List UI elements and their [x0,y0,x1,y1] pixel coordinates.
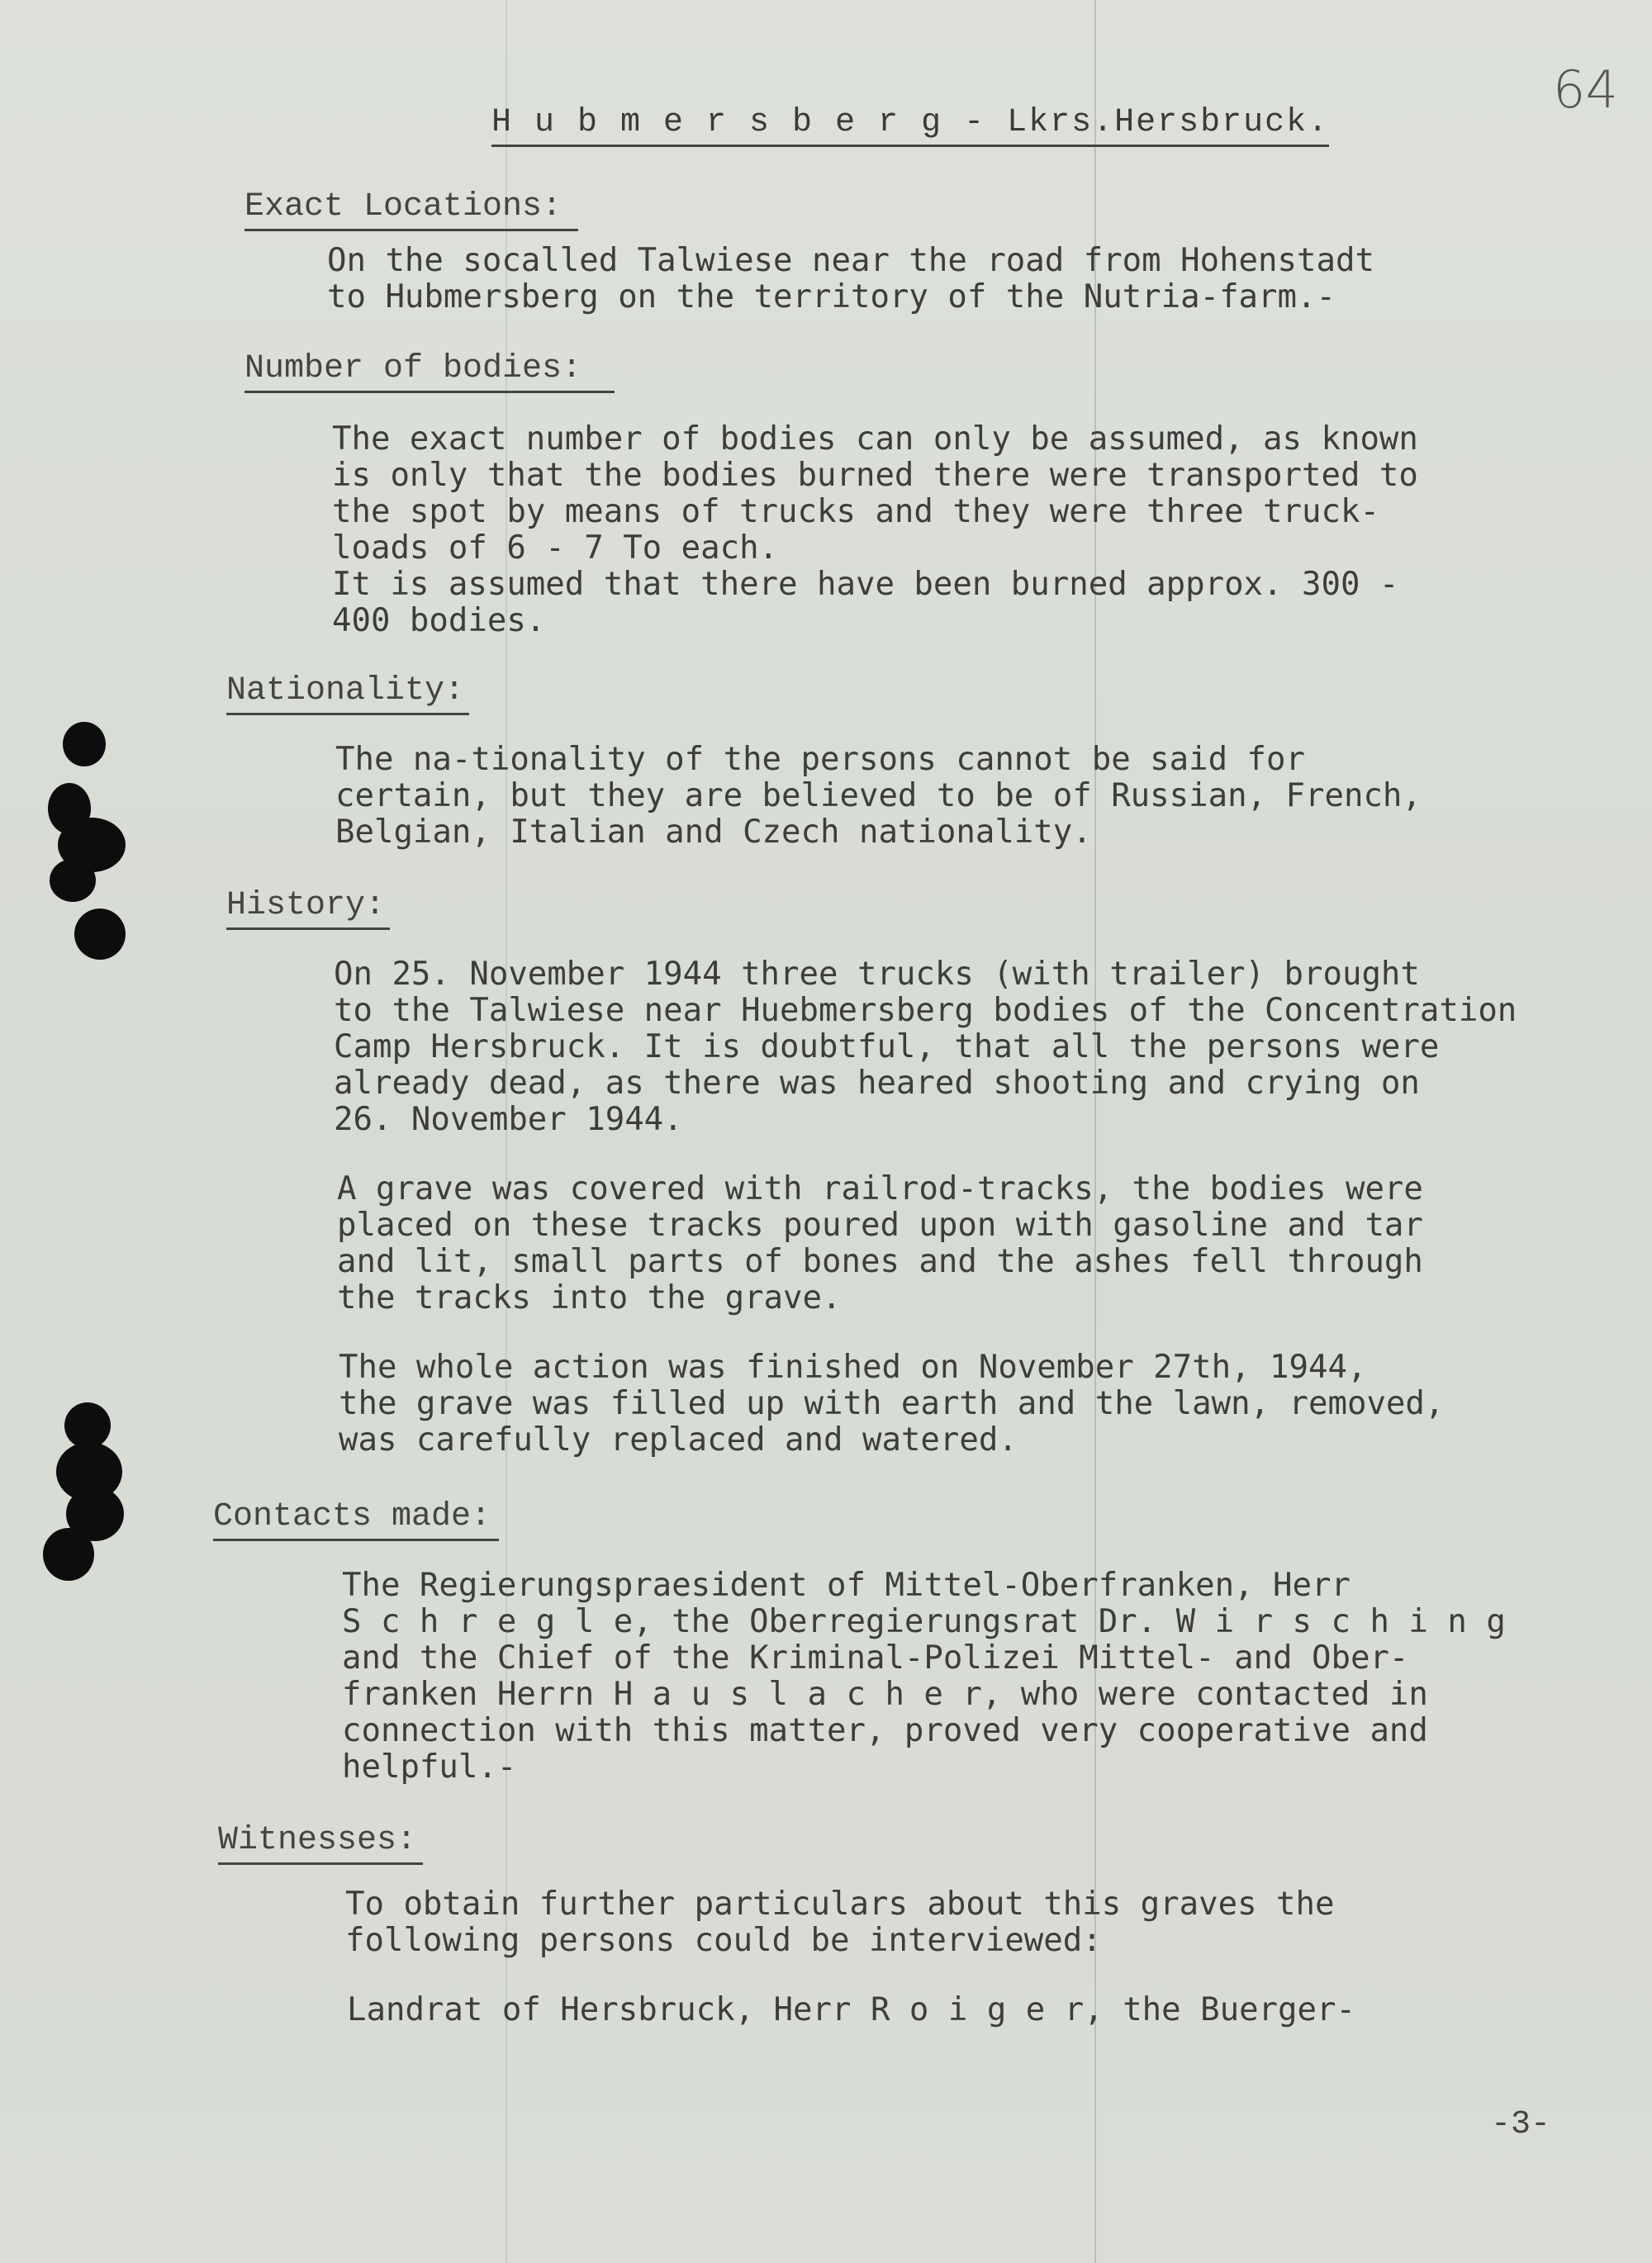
punch-hole [63,722,106,766]
nationality-paragraph: The na-tionality of the persons cannot be said for certain, but they are believed to be of Russian, French, Belgian, Italian and Czech nationality. [335,741,1422,851]
section-heading-nationality: Nationality: [226,672,469,715]
punch-hole [50,859,96,902]
document-title: H u b m e r s b e r g - Lkrs.Hersbruck. [491,104,1329,147]
history-paragraph-3: The whole action was finished on November 27th, 1944, the grave was filled up with earth and the lawn, removed, was carefully replaced and watered. [339,1349,1445,1459]
handwritten-page-number: 64 [1553,59,1618,120]
bodies-paragraph: The exact number of bodies can only be assumed, as known is only that the bodies burned there were transported to the spot by means of trucks and they were three truck- loads of 6 - 7 To each. It is assumed that there have been burned approx. 300 - 400 bodies. [332,420,1418,639]
section-heading-contacts: Contacts made: [213,1498,499,1541]
punch-hole [74,909,126,960]
locations-paragraph: On the socalled Talwiese near the road from Hohenstadt to Hubmersberg on the territory of the Nutria-farm.- [327,242,1374,315]
section-heading-witnesses: Witnesses: [218,1822,423,1865]
history-paragraph-2: A grave was covered with railrod-tracks, the bodies were placed on these tracks poured upon with gasoline and tar and lit, small parts of bones and the ashes fell through the tracks into the grave. [337,1170,1423,1317]
history-paragraph-1: On 25. November 1944 three trucks (with trailer) brought to the Talwiese near Huebmersberg bodies of the Concentration Camp Hersbruck. It is doubtful, that all the persons were already dead, as there was heared shooting and crying on 26. November 1944. [334,956,1517,1138]
section-heading-history: History: [226,887,390,930]
section-heading-bodies: Number of bodies: [244,350,615,393]
witnesses-paragraph-1: To obtain further particulars about this graves the following persons could be interviewed: [345,1886,1335,1959]
witnesses-paragraph-2: Landrat of Hersbruck, Herr R o i g e r, the Buerger- [347,1991,1355,2028]
footer-page-number: -3- [1491,2106,1551,2143]
contacts-paragraph: The Regierungspraesident of Mittel-Oberfranken, Herr S c h r e g l e, the Oberregierungsrat Dr. W i r s c h i n g and the Chief of the Kriminal-Polizei Mittel- and Ober- franken Herrn H a u s l a c h e r, who were contacted in connection with this matter, proved very cooperative and helpful.- [342,1567,1506,1786]
punch-hole [43,1528,94,1581]
section-heading-locations: Exact Locations: [244,188,578,231]
